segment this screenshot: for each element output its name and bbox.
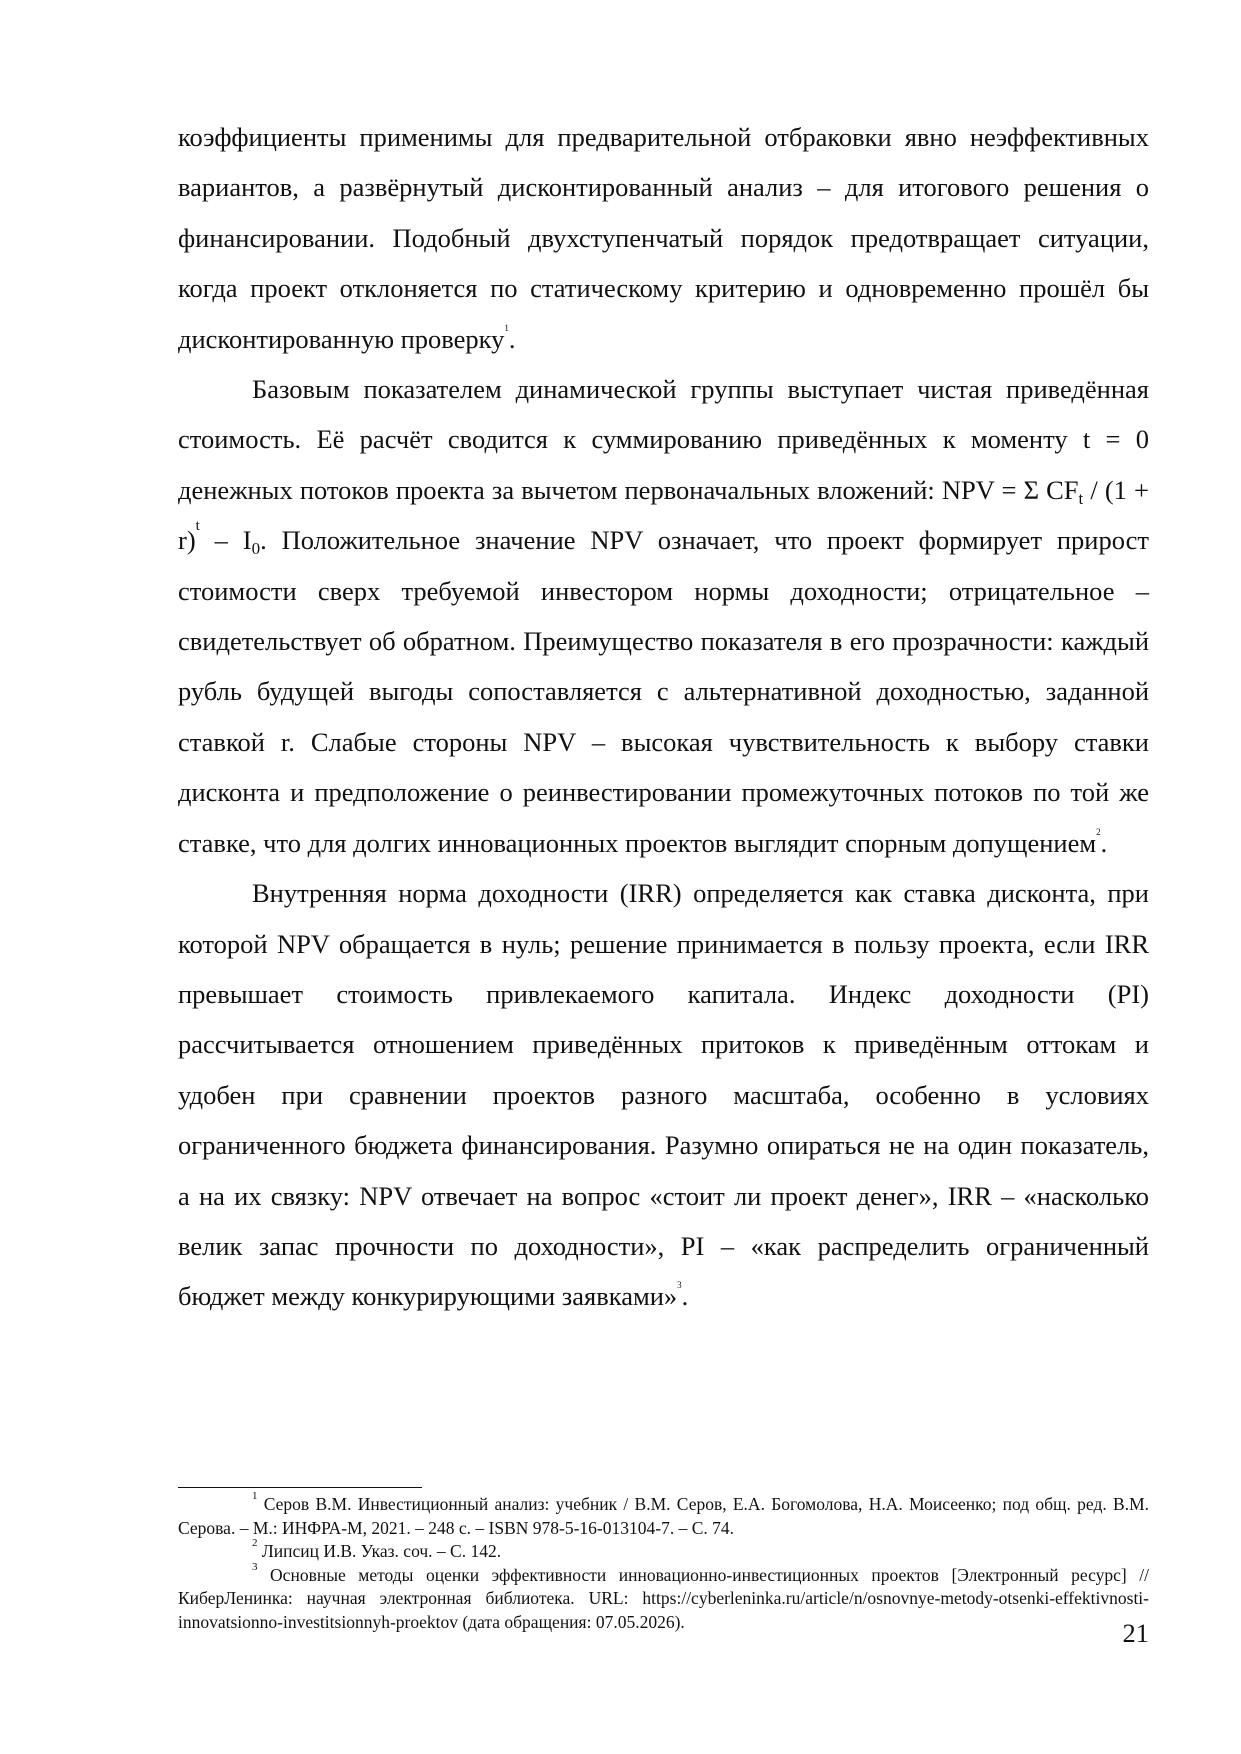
paragraph-end: . (508, 323, 516, 354)
formula-part: / (1 + r) (178, 474, 1149, 556)
footnote-number: 3 (252, 1560, 258, 1573)
footnote-text: Липсиц И.В. Указ. соч. – С. 142. (261, 1541, 502, 1561)
footnote-number: 1 (252, 1490, 258, 1502)
footnotes (178, 1490, 1150, 1634)
footnote-2 (178, 1537, 1149, 1564)
footnote-text: Серов В.М. Инвестиционный анализ: учебник / В.М. Серов, Е.А. Богомолова, Н.А. Моисеенко; под общ. ред. В.М. Серова. – М.: ИНФРА-М, 2021. – 248 с. – ISBN 978-5-16-013104-7. – С. 74. (178, 1494, 1150, 1538)
body-text (178, 112, 1149, 1322)
footnote-ref: 2 (1096, 826, 1101, 837)
footnote-separator (178, 1487, 422, 1488)
paragraph-end: . (1100, 827, 1108, 858)
footnote-number: 2 (252, 1537, 258, 1549)
paragraph-1 (178, 112, 1149, 364)
footnote-ref: 1 (504, 322, 509, 333)
formula-part: NPV = Σ CF (941, 474, 1079, 505)
formula-subscript: t (1078, 488, 1084, 508)
footnote-text: Основные методы оценки эффективности инновационно-инвестиционных проектов [Электронный ресурс] // КиберЛенинка: научная электронная библиотека. URL: https://cyberleninka.ru/article/n/osnovnye-metody-otsenki-effektivnosti-innovatsionno-investitsionnyh-proektov (дата обращения: 07.05.2026). (178, 1564, 1149, 1632)
paragraph-2 (178, 364, 1149, 868)
footnote-1 (178, 1490, 1150, 1540)
paragraph-3 (178, 868, 1149, 1322)
paragraph-text: Базовым показателем динамической группы выступает чистая приведённая стоимость. Её расчёт сводится к суммированию приведённых к моменту t = 0 денежных потоков проекта за вычетом первоначальных вложений: (178, 374, 1149, 505)
paragraph-text: коэффициенты применимы для предварительной отбраковки явно неэффективных вариантов, а развёрнутый дисконтированный анализ – для итогового решения о финансировании. Подобный двухступенчатый порядок предотвращает ситуации, когда проект отклоняется по статическому критерию и одновременно прошёл бы дисконтированную проверку (178, 122, 1149, 354)
paragraph-text: . Положительное значение NPV означает, что проект формирует прирост стоимости сверх требуемой инвестором нормы доходности; отрицательное – свидетельствует об обратном. Преимущество показателя в его прозрачности: каждый рубль будущей выгоды сопоставляется с альтернативной доходностью, заданной ставкой r. Слабые стороны NPV – высокая чувствительность к выбору ставки дисконта и предположение о реинвестировании промежуточных потоков по той же ставке, что для долгих инновационных проектов выглядит спорным допущением (178, 525, 1149, 858)
paragraph-text: Внутренняя норма доходности (IRR) определяется как ставка дисконта, при которой NPV обращается в нуль; решение принимается в пользу проекта, если IRR превышает стоимость привлекаемого капитала. Индекс доходности (PI) рассчитывается отношением приведённых притоков к приведённым оттокам и удобен при сравнении проектов разного масштаба, особенно в условиях ограниченного бюджета финансирования. Разумно опираться не на один показатель, а на их связку: NPV отвечает на вопрос «стоит ли проект денег», IRR – «насколько велик запас прочности по доходности», PI – «как распределить ограниченный бюджет между конкурирующими заявками» (178, 878, 1149, 1312)
footnote-ref: 3 (677, 1280, 682, 1291)
formula-part: – I (199, 525, 252, 556)
formula-superscript: t (195, 518, 200, 535)
page-number: 21 (1122, 1618, 1149, 1648)
formula-subscript: 0 (251, 539, 261, 559)
footnote-3 (178, 1560, 1149, 1635)
paragraph-end: . (681, 1281, 689, 1312)
